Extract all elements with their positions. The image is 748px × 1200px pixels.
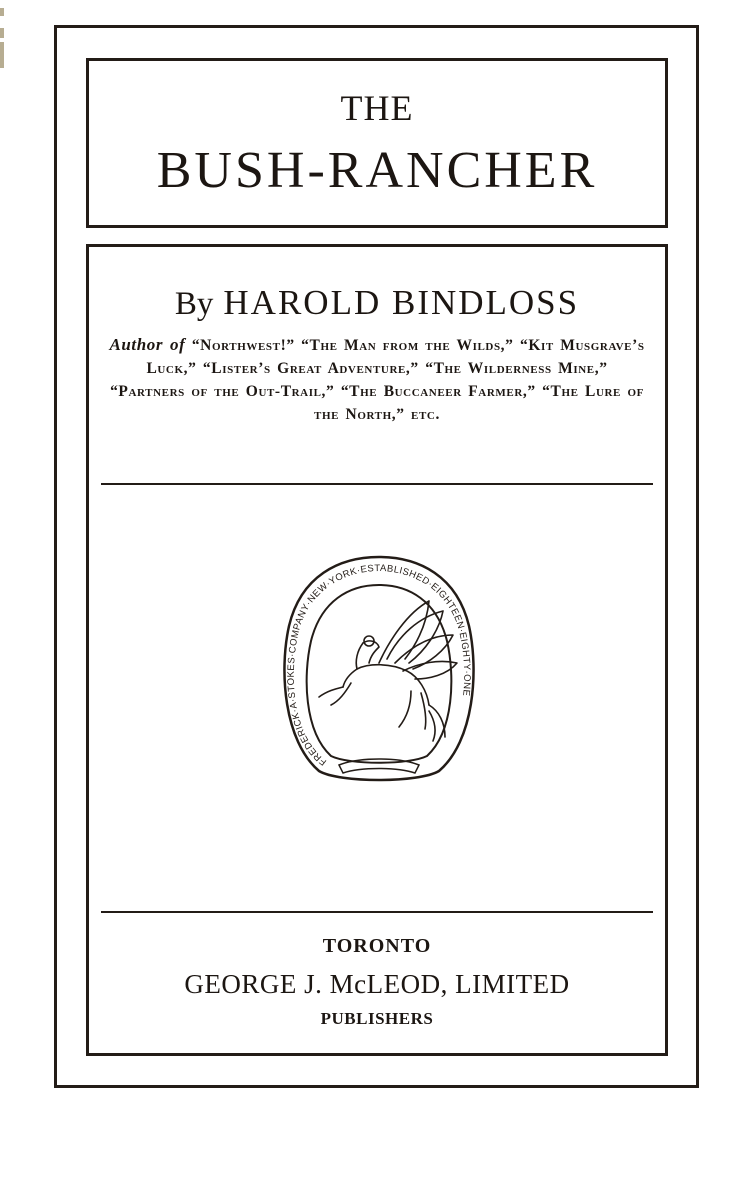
emblem-scroll xyxy=(339,759,419,773)
author-name: HAROLD BINDLOSS xyxy=(223,283,580,322)
main-box xyxy=(86,244,668,1056)
title-article: THE xyxy=(340,88,414,128)
other-works-list: “Northwest!” “The Man from the Wilds,” “Kit Musgrave’s Luck,” “Lister’s Great Adventure,” “The Wilderness Mine,” “Partners of the Out-Trail,” “The Buccaneer Farmer,” “The Lure of the North,” etc. xyxy=(110,337,645,423)
other-works xyxy=(109,333,645,426)
bottom-rule xyxy=(101,911,653,913)
top-rule xyxy=(101,483,653,485)
pegasus-icon xyxy=(319,601,457,741)
author-line xyxy=(89,283,665,323)
publisher-role: PUBLISHERS xyxy=(320,1009,434,1028)
imprint-city: TORONTO xyxy=(322,935,432,957)
publisher-emblem xyxy=(279,551,479,783)
book-title: BUSH-RANCHER xyxy=(156,142,598,199)
publisher-name: GEORGE J. McLEOD, LIMITED xyxy=(184,969,570,999)
by-label: By xyxy=(174,286,214,322)
page-edge-mark xyxy=(0,8,5,78)
other-works-lead: Author of xyxy=(109,335,186,354)
title-box xyxy=(86,58,668,228)
emblem-inner-ring xyxy=(307,585,452,763)
emblem-seal-text: FREDERICK·A·STOKES·COMPANY·NEW·YORK·ESTABLISHED·EIGHTEEN·EIGHTY·ONE xyxy=(285,562,473,768)
